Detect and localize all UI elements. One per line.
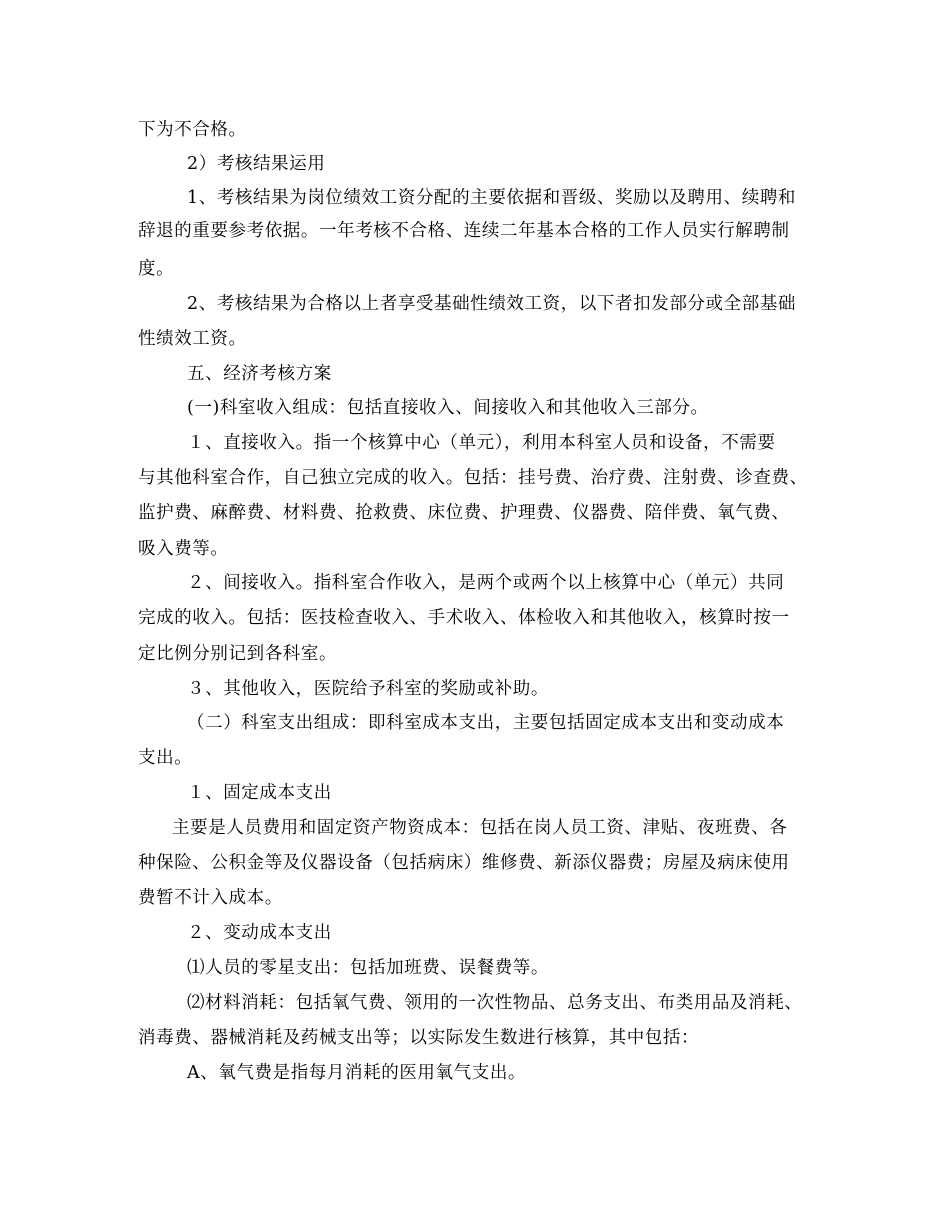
text-line: （二）科室支出组成：即科室成本支出，主要包括固定成本支出和变动成本 <box>187 713 785 733</box>
text-line: 下为不合格。 <box>138 120 247 140</box>
text-line: ２、变动成本支出 <box>187 923 332 943</box>
text-line: 度。 <box>138 259 175 279</box>
text-line: 2、考核结果为合格以上者享受基础性绩效工资，以下者扣发部分或全部基础 <box>187 294 797 314</box>
text-line: 2）考核结果运用 <box>187 154 326 174</box>
text-line: 完成的收入。包括：医技检查收入、手术收入、体检收入和其他收入，核算时按一 <box>138 608 790 628</box>
text-line: 监护费、麻醉费、材料费、抢救费、床位费、护理费、仪器费、陪伴费、氧气费、 <box>138 503 790 523</box>
text-line: 与其他科室合作，自己独立完成的收入。包括：挂号费、治疗费、注射费、诊查费、 <box>138 468 808 488</box>
section-heading: 五、经济考核方案 <box>187 364 332 384</box>
text-line: ⑴人员的零星支出：包括加班费、误餐费等。 <box>187 958 549 978</box>
text-line: 费暂不计入成本。 <box>138 888 283 908</box>
text-line: 吸入费等。 <box>138 539 229 559</box>
text-line: １、固定成本支出 <box>187 783 332 803</box>
text-line: 辞退的重要参考依据。一年考核不合格、连续二年基本合格的工作人员实行解聘制 <box>138 221 790 241</box>
text-line: 支出。 <box>138 748 193 768</box>
text-line: 消毒费、器械消耗及药械支出等；以实际发生数进行核算，其中包括： <box>138 1028 700 1048</box>
text-line: １、直接收入。指一个核算中心（单元），利用本科室人员和设备，不需要 <box>187 433 776 453</box>
text-line: ２、间接收入。指科室合作收入，是两个或两个以上核算中心（单元）共同 <box>187 573 785 593</box>
text-line: 性绩效工资。 <box>138 329 247 349</box>
text-line: 种保险、公积金等及仪器设备（包括病床）维修费、新添仪器费；房屋及病床使用 <box>138 853 790 873</box>
text-line: A、氧气费是指每月消耗的医用氧气支出。 <box>187 1063 527 1083</box>
text-line: (一)科室收入组成：包括直接收入、间接收入和其他收入三部分。 <box>187 398 709 418</box>
text-line: 1、考核结果为岗位绩效工资分配的主要依据和晋级、奖励以及聘用、续聘和 <box>187 188 797 208</box>
text-line: ３、其他收入，医院给予科室的奖励或补助。 <box>187 679 549 699</box>
text-line: ⑵材料消耗：包括氧气费、领用的一次性物品、总务支出、布类用品及消耗、 <box>187 993 803 1013</box>
text-line: 定比例分别记到各科室。 <box>138 644 338 664</box>
text-line: 主要是人员费用和固定资产物资成本：包括在岗人员工资、津贴、夜班费、各 <box>172 818 788 838</box>
